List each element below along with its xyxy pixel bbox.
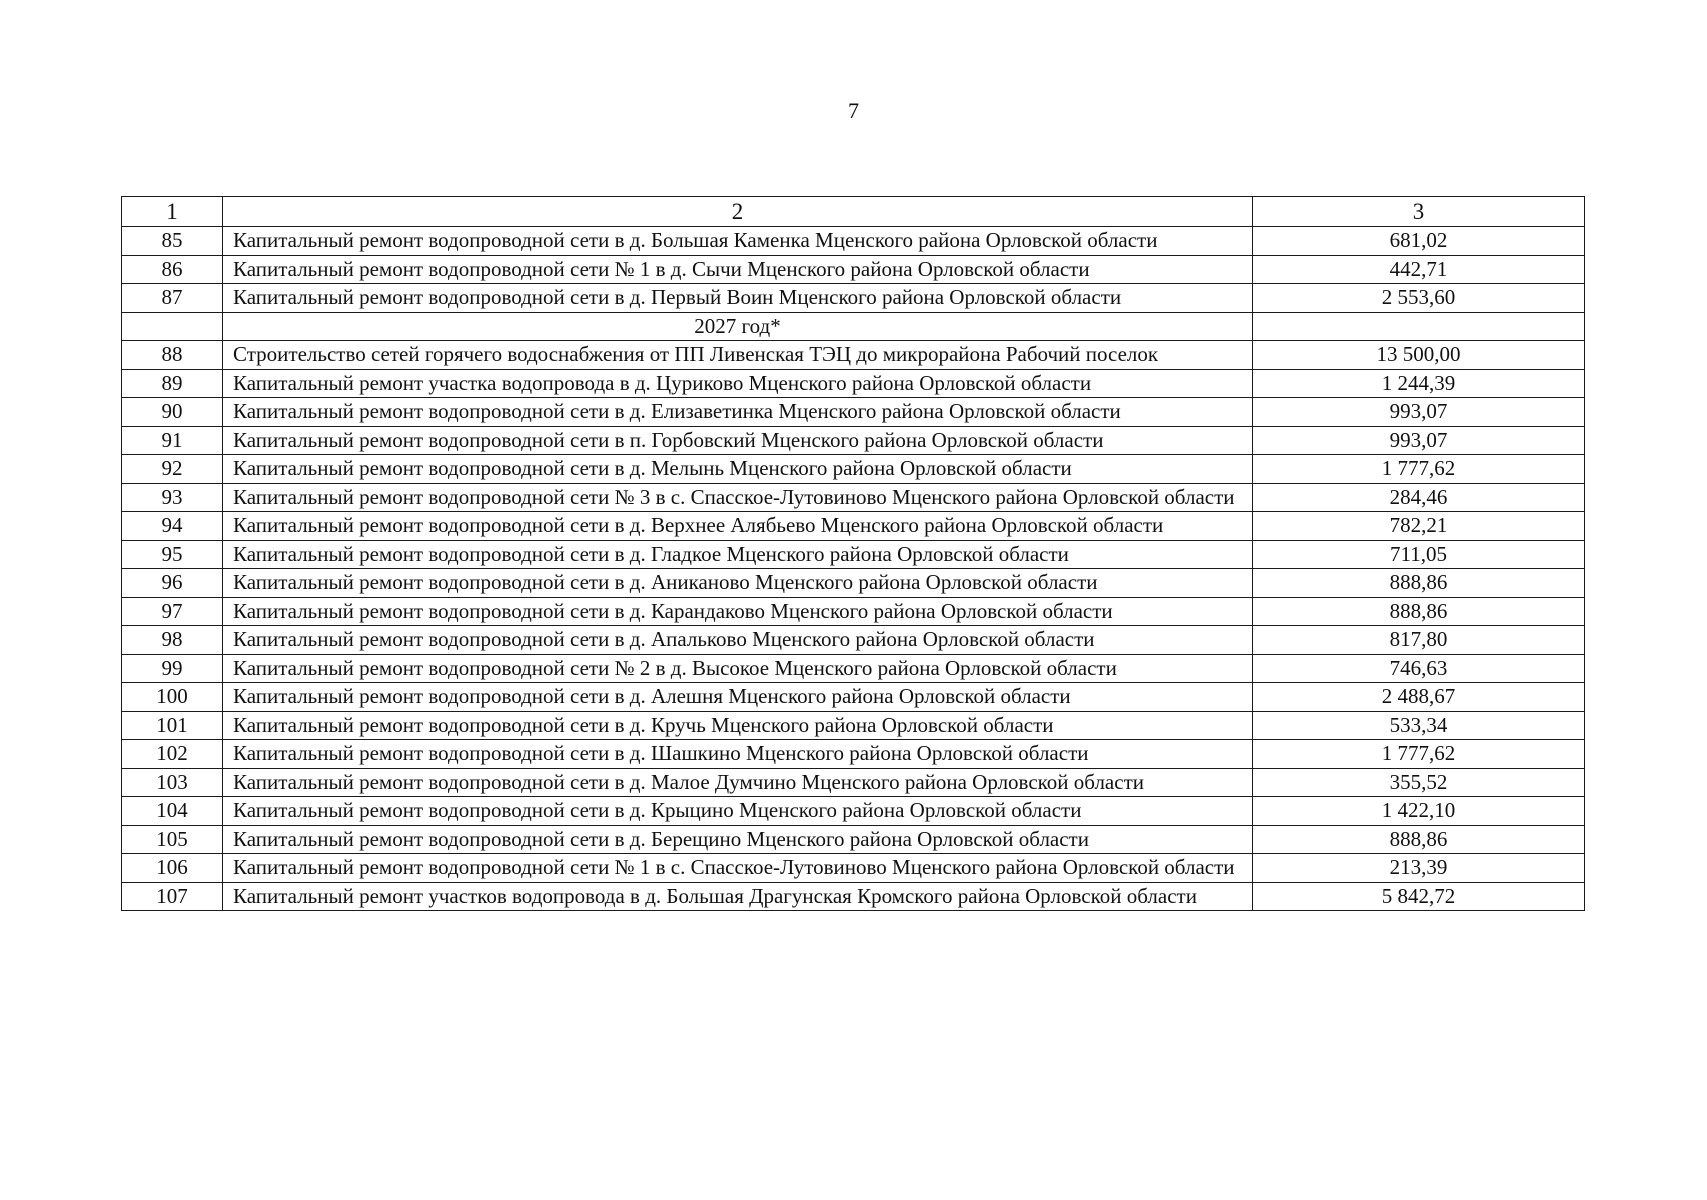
row-sum: 355,52: [1253, 768, 1585, 797]
row-sum: 711,05: [1253, 540, 1585, 569]
row-sum: 1 422,10: [1253, 797, 1585, 826]
row-sum: 1 244,39: [1253, 369, 1585, 398]
row-name: Капитальный ремонт водопроводной сети в д. Малое Думчино Мценского района Орловской области: [223, 768, 1253, 797]
row-name: Капитальный ремонт водопроводной сети в д. Карандаково Мценского района Орловской области: [223, 597, 1253, 626]
row-sum: 1 777,62: [1253, 455, 1585, 484]
row-number: 107: [122, 882, 223, 911]
table-row: [122, 569, 1585, 598]
row-sum: 1 777,62: [1253, 740, 1585, 769]
row-name: Капитальный ремонт водопроводной сети в д. Алешня Мценского района Орловской области: [223, 683, 1253, 712]
row-sum: 782,21: [1253, 512, 1585, 541]
table-row: [122, 483, 1585, 512]
row-sum: 888,86: [1253, 597, 1585, 626]
table-row: [122, 740, 1585, 769]
row-sum: 2 488,67: [1253, 683, 1585, 712]
row-name: Капитальный ремонт водопроводной сети в д. Аниканово Мценского района Орловской области: [223, 569, 1253, 598]
table-row: [122, 512, 1585, 541]
table-row: [122, 398, 1585, 427]
section-empty-cell: [122, 312, 223, 341]
row-sum: 681,02: [1253, 227, 1585, 256]
row-sum: 284,46: [1253, 483, 1585, 512]
row-name: Капитальный ремонт участка водопровода в д. Цуриково Мценского района Орловской области: [223, 369, 1253, 398]
table-row: [122, 426, 1585, 455]
row-name: Капитальный ремонт водопроводной сети в д. Первый Воин Мценского района Орловской области: [223, 284, 1253, 313]
row-sum: 2 553,60: [1253, 284, 1585, 313]
table-row: [122, 711, 1585, 740]
table-row: [122, 341, 1585, 370]
row-name: Капитальный ремонт водопроводной сети в д. Гладкое Мценского района Орловской области: [223, 540, 1253, 569]
row-number: 96: [122, 569, 223, 598]
row-number: 97: [122, 597, 223, 626]
row-number: 102: [122, 740, 223, 769]
table-body: [122, 197, 1585, 911]
table-row: [122, 768, 1585, 797]
header-cell-3: 3: [1253, 197, 1585, 227]
row-name: Капитальный ремонт водопроводной сети № 3 в с. Спасское-Лутовиново Мценского района Орловской области: [223, 483, 1253, 512]
row-number: 105: [122, 825, 223, 854]
table-row: [122, 797, 1585, 826]
table-row: [122, 825, 1585, 854]
table-header-row: [122, 197, 1585, 227]
row-number: 94: [122, 512, 223, 541]
row-number: 101: [122, 711, 223, 740]
row-number: 95: [122, 540, 223, 569]
row-sum: 817,80: [1253, 626, 1585, 655]
investment-program-table: [121, 196, 1585, 911]
row-name: Капитальный ремонт водопроводной сети в п. Горбовский Мценского района Орловской области: [223, 426, 1253, 455]
header-cell-2: 2: [223, 197, 1253, 227]
row-sum: 746,63: [1253, 654, 1585, 683]
table-row: [122, 455, 1585, 484]
row-number: 99: [122, 654, 223, 683]
row-number: 87: [122, 284, 223, 313]
row-number: 103: [122, 768, 223, 797]
row-number: 92: [122, 455, 223, 484]
row-name: Капитальный ремонт водопроводной сети в д. Кручь Мценского района Орловской области: [223, 711, 1253, 740]
row-sum: 888,86: [1253, 825, 1585, 854]
row-name: Строительство сетей горячего водоснабжения от ПП Ливенская ТЭЦ до микрорайона Рабочий поселок: [223, 341, 1253, 370]
row-name: Капитальный ремонт водопроводной сети в д. Апальково Мценского района Орловской области: [223, 626, 1253, 655]
section-title: 2027 год*: [223, 312, 1253, 341]
table-row: [122, 540, 1585, 569]
row-number: 91: [122, 426, 223, 455]
row-name: Капитальный ремонт водопроводной сети в д. Верхнее Алябьево Мценского района Орловской области: [223, 512, 1253, 541]
row-number: 98: [122, 626, 223, 655]
row-name: Капитальный ремонт водопроводной сети № 1 в с. Спасское-Лутовиново Мценского района Орловской области: [223, 854, 1253, 883]
table-row: [122, 882, 1585, 911]
row-number: 86: [122, 255, 223, 284]
row-number: 89: [122, 369, 223, 398]
row-sum: 442,71: [1253, 255, 1585, 284]
section-row: [122, 312, 1585, 341]
row-sum: 213,39: [1253, 854, 1585, 883]
row-name: Капитальный ремонт водопроводной сети в д. Мелынь Мценского района Орловской области: [223, 455, 1253, 484]
row-name: Капитальный ремонт водопроводной сети в д. Крыцино Мценского района Орловской области: [223, 797, 1253, 826]
row-name: Капитальный ремонт водопроводной сети № 2 в д. Высокое Мценского района Орловской области: [223, 654, 1253, 683]
table-row: [122, 369, 1585, 398]
row-name: Капитальный ремонт водопроводной сети в д. Шашкино Мценского района Орловской области: [223, 740, 1253, 769]
row-number: 100: [122, 683, 223, 712]
page-number: 7: [848, 98, 859, 123]
table-row: [122, 255, 1585, 284]
row-sum: 533,34: [1253, 711, 1585, 740]
row-number: 85: [122, 227, 223, 256]
header-cell-1: 1: [122, 197, 223, 227]
row-number: 106: [122, 854, 223, 883]
table-row: [122, 654, 1585, 683]
table-row: [122, 683, 1585, 712]
row-name: Капитальный ремонт водопроводной сети в д. Елизаветинка Мценского района Орловской области: [223, 398, 1253, 427]
table-row: [122, 854, 1585, 883]
section-empty-cell: [1253, 312, 1585, 341]
row-sum: 5 842,72: [1253, 882, 1585, 911]
row-name: Капитальный ремонт участков водопровода в д. Большая Драгунская Кромского района Орловской области: [223, 882, 1253, 911]
table-row: [122, 227, 1585, 256]
row-number: 93: [122, 483, 223, 512]
table-row: [122, 597, 1585, 626]
row-sum: 13 500,00: [1253, 341, 1585, 370]
row-name: Капитальный ремонт водопроводной сети в д. Берещино Мценского района Орловской области: [223, 825, 1253, 854]
row-sum: 993,07: [1253, 398, 1585, 427]
row-number: 88: [122, 341, 223, 370]
row-number: 104: [122, 797, 223, 826]
row-name: Капитальный ремонт водопроводной сети № 1 в д. Сычи Мценского района Орловской области: [223, 255, 1253, 284]
table-row: [122, 284, 1585, 313]
table-row: [122, 626, 1585, 655]
row-sum: 888,86: [1253, 569, 1585, 598]
row-sum: 993,07: [1253, 426, 1585, 455]
row-number: 90: [122, 398, 223, 427]
row-name: Капитальный ремонт водопроводной сети в д. Большая Каменка Мценского района Орловской области: [223, 227, 1253, 256]
